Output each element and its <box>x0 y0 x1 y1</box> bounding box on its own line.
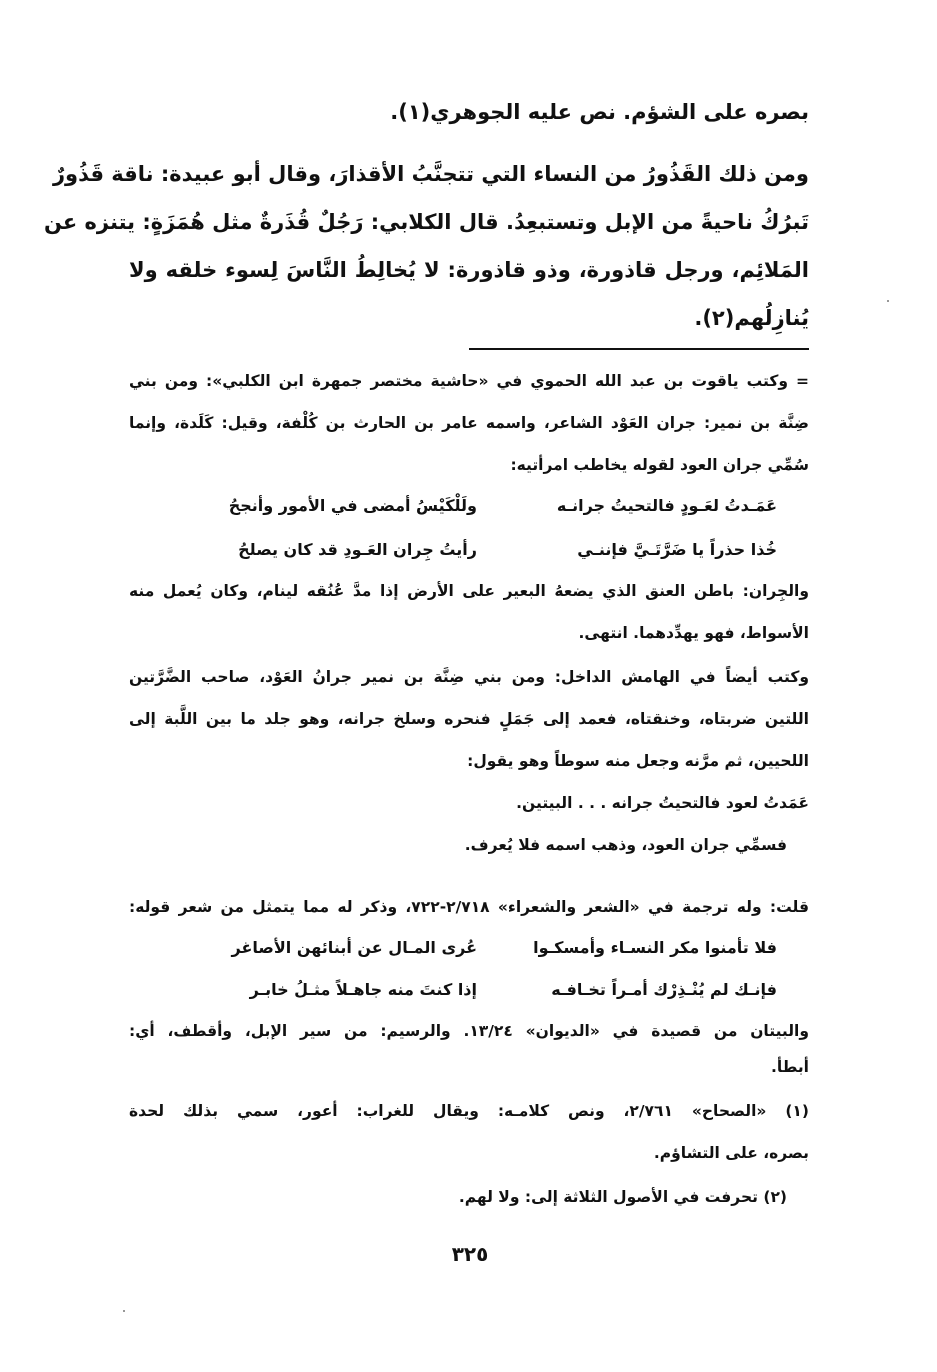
scan-speck <box>887 300 889 302</box>
page-number: ٣٢٥ <box>451 1242 489 1266</box>
footnote-separator <box>469 348 809 350</box>
footnote-2: (٢) تحرفت في الأصول الثلاثة إلى: ولا لهم. <box>458 1188 787 1206</box>
footnote-line: عَمَدتُ لعود فالتحيتُ جرانه . . . البيتين. <box>516 794 809 812</box>
scan-speck <box>123 1310 125 1312</box>
main-text-line: المَلائِم، ورجل قاذورة، وذو قاذورة: لا يُخالِطُ النَّاسَ لِسوء خلقه ولا <box>129 258 809 282</box>
footnote-line: الأسواط، فهو يهدِّدهما. انتهى. <box>578 624 809 642</box>
footnote-line: سُمِّي جران العود لقوله يخاطب امرأتيه: <box>510 456 809 474</box>
main-text-line: بصره على الشؤم. نص عليه الجوهري(١). <box>390 100 809 124</box>
footnote-line: = وكتب ياقوت بن عبد الله الحموي في «حاشية مختصر جمهرة ابن الكلبي»: ومن بني <box>129 372 809 390</box>
verse-hemistich-right: عَمَـدتُ لعَـودٍ فالتحيتُ جرانـه <box>556 496 777 515</box>
footnote-line: اللتين ضربتاه، وخنقتاه، فعمد إلى جَمَلٍ فنحره وسلخ جرانه، وهو جلد ما بين اللَّبة إلى <box>129 710 809 728</box>
main-text-line: يُنازِلُهم(٢). <box>694 306 809 330</box>
footnote-line: قلت: وله ترجمة في «الشعر والشعراء» ٢/٧١٨-٧٢٢، وذكر له مما يتمثل من شعر قوله: <box>129 898 810 916</box>
footnote-line: أبطأ. <box>771 1058 809 1076</box>
verse-hemistich-left: رأيتُ جِران العَـودِ قد كان يصلحُ <box>238 540 477 559</box>
footnote-line: اللحيين، ثم مرَّنه وجعل منه سوطاً وهو يقول: <box>467 752 809 770</box>
footnote-line: والبيتان من قصيدة في «الديوان» ١٣/٢٤. والرسيم: من سير الإبل، وأقطف، أي: <box>129 1022 809 1040</box>
footnote-line: فسمِّي جران العود، وذهب اسمه فلا يُعرف. <box>464 836 787 854</box>
footnote-line: ضِنَّة بن نمير: جران العَوْد الشاعر، واسمه عامر بن الحارث بن كُلْفة، وقيل: كَلَدة، وإنما <box>129 414 809 432</box>
verse-hemistich-right: فإنـك لم يُنْـذِرْك أمـراً تخـافـه <box>551 980 777 999</box>
verse-hemistich-right: خُذا حذراً يا ضَرَّتَـيَّ فإننـي <box>577 540 777 559</box>
verse-hemistich-right: فلا تأمنوا مكر النسـاء وأمسكـوا <box>533 938 777 957</box>
footnote-1: (١) «الصحاح» ٢/٧٦١، ونص كلامـه: ويقال للغراب: أعور، سمي بذلك لحدة <box>129 1102 809 1120</box>
footnote-line: وكتب أيضاً في الهامش الداخل: ومن بني ضِنَّة بن نمير جرانُ العَوْد، صاحب الضَّرَّتين <box>129 668 809 686</box>
footnote-line: والجِران: باطن العنق الذي يضعهُ البعير على الأرض إذا مدَّ عُنُقه لينام، وكان يُعمل منه <box>129 582 809 600</box>
main-text-line: ومن ذلك القَذُورُ من النساء التي تتجنَّبُ الأقذارَ، وقال أبو عبيدة: ناقة قَذُورٌ <box>52 162 809 186</box>
footnote-1-continued: بصره، على التشاؤم. <box>653 1144 809 1162</box>
main-text-line: تَبرُكُ ناحيةً من الإبل وتستبعِدُ. قال الكلابي: رَجُلٌ قُذَرةٌ مثل هُمَزَةٍ: يتنزه عن <box>43 210 809 234</box>
verse-hemistich-left: ولَلْكَيْسُ أمضى في الأمور وأنجحُ <box>228 496 477 515</box>
verse-hemistich-left: عُرى المـال عن أبنائهن الأصاغر <box>231 938 477 957</box>
verse-hemistich-left: إذا كنتَ منه جاهـلاً مثـلُ خابـر <box>249 980 477 999</box>
